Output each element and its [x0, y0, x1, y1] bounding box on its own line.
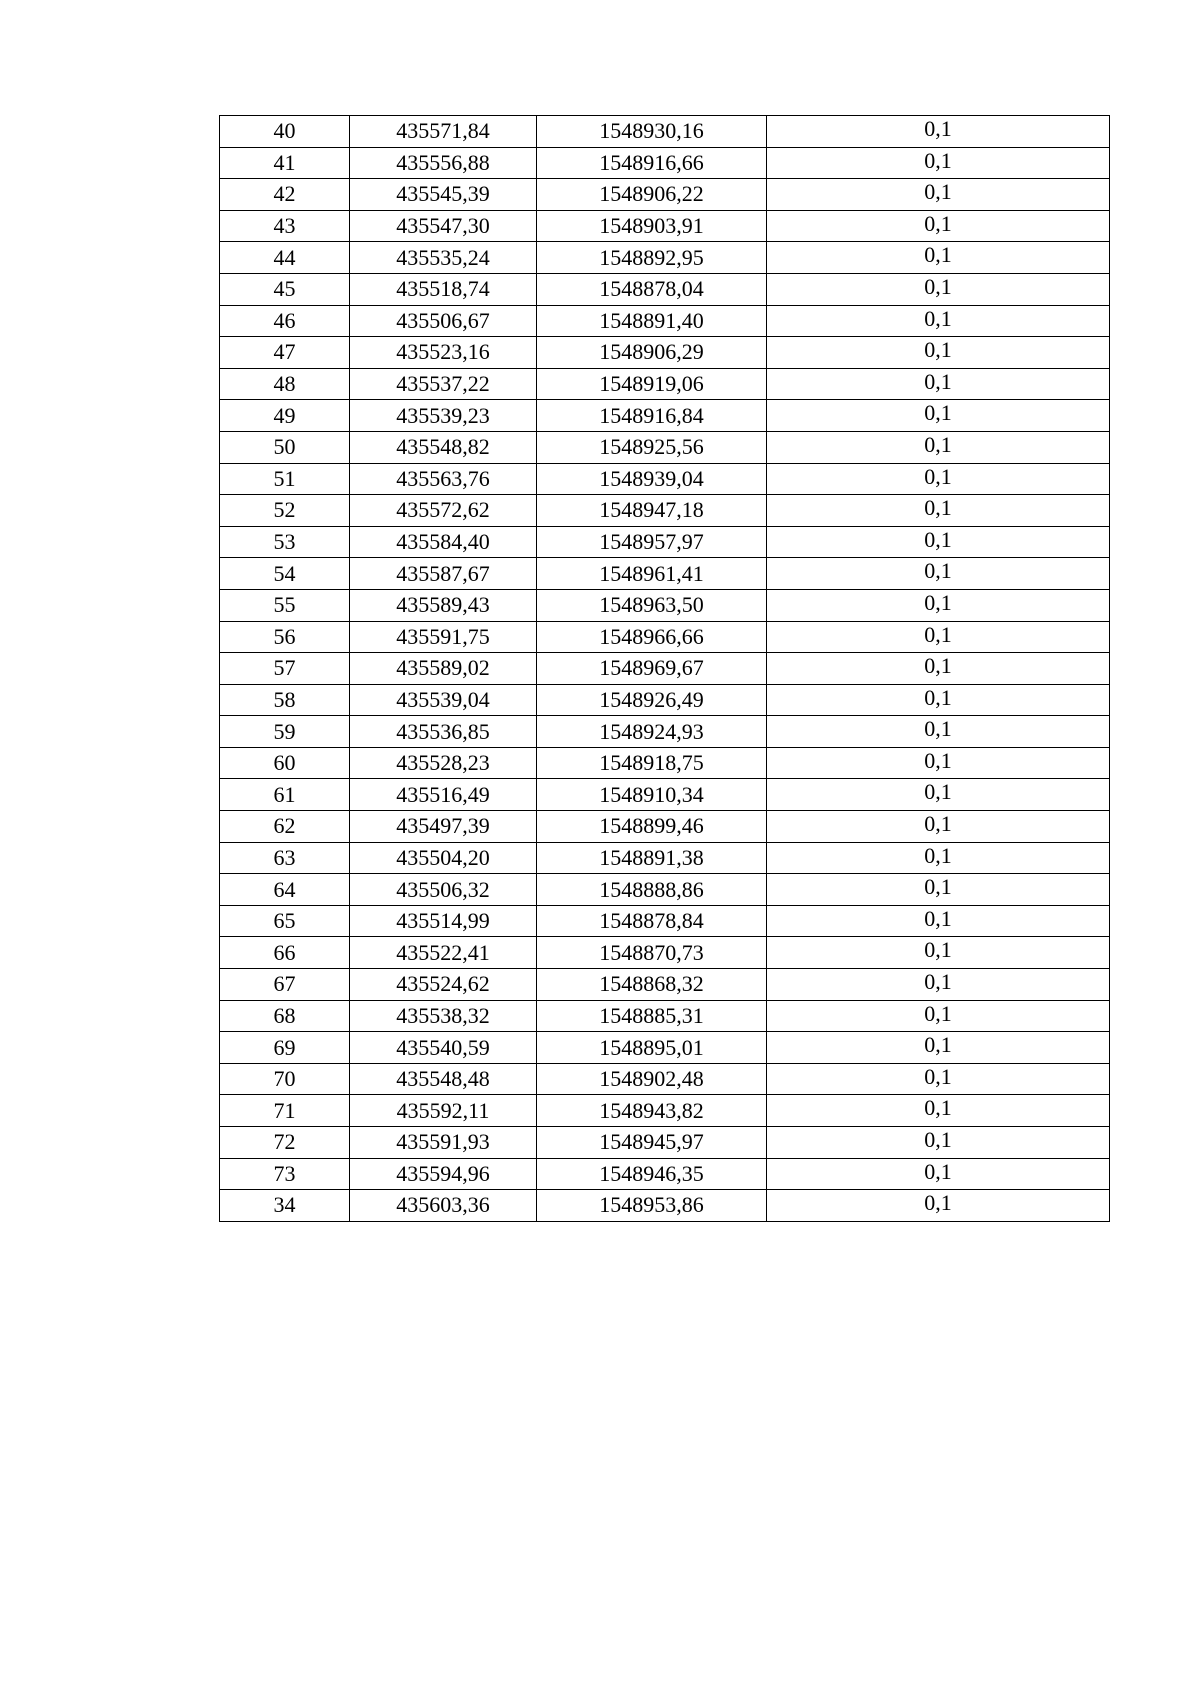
y-coordinate-cell: 1548891,38 [537, 842, 767, 874]
x-coordinate-cell: 435514,99 [350, 905, 537, 937]
point-number-cell: 64 [220, 874, 350, 906]
x-coordinate-cell: 435524,62 [350, 969, 537, 1001]
y-coordinate-cell: 1548902,48 [537, 1063, 767, 1095]
y-coordinate-cell: 1548906,29 [537, 337, 767, 369]
x-coordinate-cell: 435603,36 [350, 1190, 537, 1222]
x-coordinate-cell: 435523,16 [350, 337, 537, 369]
x-coordinate-cell: 435522,41 [350, 937, 537, 969]
tolerance-cell: 0,1 [767, 526, 1110, 558]
y-coordinate-cell: 1548930,16 [537, 116, 767, 148]
table-row [220, 1000, 1110, 1032]
table-row [220, 179, 1110, 211]
tolerance-cell: 0,1 [767, 589, 1110, 621]
point-number-cell: 42 [220, 179, 350, 211]
point-number-cell: 57 [220, 653, 350, 685]
x-coordinate-cell: 435537,22 [350, 368, 537, 400]
tolerance-cell: 0,1 [767, 1032, 1110, 1064]
table-row [220, 969, 1110, 1001]
table-row [220, 779, 1110, 811]
x-coordinate-cell: 435539,04 [350, 684, 537, 716]
y-coordinate-cell: 1548895,01 [537, 1032, 767, 1064]
tolerance-cell: 0,1 [767, 1063, 1110, 1095]
table-row [220, 747, 1110, 779]
point-number-cell: 48 [220, 368, 350, 400]
y-coordinate-cell: 1548957,97 [537, 526, 767, 558]
table-row [220, 463, 1110, 495]
x-coordinate-cell: 435548,48 [350, 1063, 537, 1095]
y-coordinate-cell: 1548947,18 [537, 495, 767, 527]
y-coordinate-cell: 1548870,73 [537, 937, 767, 969]
y-coordinate-cell: 1548919,06 [537, 368, 767, 400]
point-number-cell: 71 [220, 1095, 350, 1127]
table-row [220, 1032, 1110, 1064]
point-number-cell: 44 [220, 242, 350, 274]
y-coordinate-cell: 1548891,40 [537, 305, 767, 337]
tolerance-cell: 0,1 [767, 747, 1110, 779]
point-number-cell: 56 [220, 621, 350, 653]
x-coordinate-cell: 435591,75 [350, 621, 537, 653]
tolerance-cell: 0,1 [767, 179, 1110, 211]
point-number-cell: 72 [220, 1127, 350, 1159]
coordinates-table-body [220, 116, 1110, 1222]
table-row [220, 874, 1110, 906]
point-number-cell: 59 [220, 716, 350, 748]
table-row [220, 116, 1110, 148]
y-coordinate-cell: 1548916,84 [537, 400, 767, 432]
y-coordinate-cell: 1548868,32 [537, 969, 767, 1001]
point-number-cell: 52 [220, 495, 350, 527]
point-number-cell: 40 [220, 116, 350, 148]
x-coordinate-cell: 435556,88 [350, 147, 537, 179]
tolerance-cell: 0,1 [767, 242, 1110, 274]
x-coordinate-cell: 435528,23 [350, 747, 537, 779]
x-coordinate-cell: 435506,67 [350, 305, 537, 337]
point-number-cell: 47 [220, 337, 350, 369]
x-coordinate-cell: 435572,62 [350, 495, 537, 527]
tolerance-cell: 0,1 [767, 273, 1110, 305]
tolerance-cell: 0,1 [767, 1127, 1110, 1159]
table-row [220, 210, 1110, 242]
table-row [220, 1063, 1110, 1095]
y-coordinate-cell: 1548926,49 [537, 684, 767, 716]
tolerance-cell: 0,1 [767, 811, 1110, 843]
x-coordinate-cell: 435584,40 [350, 526, 537, 558]
y-coordinate-cell: 1548892,95 [537, 242, 767, 274]
table-row [220, 1095, 1110, 1127]
point-number-cell: 61 [220, 779, 350, 811]
tolerance-cell: 0,1 [767, 210, 1110, 242]
table-row [220, 558, 1110, 590]
y-coordinate-cell: 1548966,66 [537, 621, 767, 653]
x-coordinate-cell: 435563,76 [350, 463, 537, 495]
point-number-cell: 53 [220, 526, 350, 558]
x-coordinate-cell: 435589,43 [350, 589, 537, 621]
table-row [220, 621, 1110, 653]
table-row [220, 495, 1110, 527]
tolerance-cell: 0,1 [767, 305, 1110, 337]
point-number-cell: 62 [220, 811, 350, 843]
table-row [220, 526, 1110, 558]
y-coordinate-cell: 1548910,34 [537, 779, 767, 811]
table-row [220, 305, 1110, 337]
tolerance-cell: 0,1 [767, 431, 1110, 463]
point-number-cell: 69 [220, 1032, 350, 1064]
x-coordinate-cell: 435535,24 [350, 242, 537, 274]
tolerance-cell: 0,1 [767, 1190, 1110, 1222]
point-number-cell: 63 [220, 842, 350, 874]
point-number-cell: 41 [220, 147, 350, 179]
x-coordinate-cell: 435536,85 [350, 716, 537, 748]
tolerance-cell: 0,1 [767, 969, 1110, 1001]
tolerance-cell: 0,1 [767, 1095, 1110, 1127]
y-coordinate-cell: 1548916,66 [537, 147, 767, 179]
table-row [220, 273, 1110, 305]
x-coordinate-cell: 435497,39 [350, 811, 537, 843]
point-number-cell: 68 [220, 1000, 350, 1032]
table-row [220, 368, 1110, 400]
x-coordinate-cell: 435504,20 [350, 842, 537, 874]
y-coordinate-cell: 1548953,86 [537, 1190, 767, 1222]
table-row [220, 400, 1110, 432]
x-coordinate-cell: 435589,02 [350, 653, 537, 685]
y-coordinate-cell: 1548918,75 [537, 747, 767, 779]
x-coordinate-cell: 435548,82 [350, 431, 537, 463]
y-coordinate-cell: 1548906,22 [537, 179, 767, 211]
point-number-cell: 66 [220, 937, 350, 969]
tolerance-cell: 0,1 [767, 495, 1110, 527]
tolerance-cell: 0,1 [767, 147, 1110, 179]
x-coordinate-cell: 435506,32 [350, 874, 537, 906]
y-coordinate-cell: 1548903,91 [537, 210, 767, 242]
tolerance-cell: 0,1 [767, 1158, 1110, 1190]
table-row [220, 589, 1110, 621]
table-row [220, 716, 1110, 748]
point-number-cell: 45 [220, 273, 350, 305]
y-coordinate-cell: 1548943,82 [537, 1095, 767, 1127]
y-coordinate-cell: 1548939,04 [537, 463, 767, 495]
point-number-cell: 34 [220, 1190, 350, 1222]
table-row [220, 337, 1110, 369]
x-coordinate-cell: 435538,32 [350, 1000, 537, 1032]
point-number-cell: 55 [220, 589, 350, 621]
point-number-cell: 43 [220, 210, 350, 242]
y-coordinate-cell: 1548878,04 [537, 273, 767, 305]
table-row [220, 684, 1110, 716]
y-coordinate-cell: 1548963,50 [537, 589, 767, 621]
tolerance-cell: 0,1 [767, 337, 1110, 369]
table-row [220, 1190, 1110, 1222]
table-row [220, 431, 1110, 463]
tolerance-cell: 0,1 [767, 368, 1110, 400]
table-row [220, 147, 1110, 179]
y-coordinate-cell: 1548946,35 [537, 1158, 767, 1190]
tolerance-cell: 0,1 [767, 905, 1110, 937]
table-row [220, 1127, 1110, 1159]
y-coordinate-cell: 1548888,86 [537, 874, 767, 906]
y-coordinate-cell: 1548961,41 [537, 558, 767, 590]
tolerance-cell: 0,1 [767, 684, 1110, 716]
y-coordinate-cell: 1548899,46 [537, 811, 767, 843]
tolerance-cell: 0,1 [767, 779, 1110, 811]
x-coordinate-cell: 435592,11 [350, 1095, 537, 1127]
table-row [220, 242, 1110, 274]
tolerance-cell: 0,1 [767, 1000, 1110, 1032]
point-number-cell: 60 [220, 747, 350, 779]
y-coordinate-cell: 1548924,93 [537, 716, 767, 748]
tolerance-cell: 0,1 [767, 842, 1110, 874]
tolerance-cell: 0,1 [767, 116, 1110, 148]
x-coordinate-cell: 435587,67 [350, 558, 537, 590]
tolerance-cell: 0,1 [767, 463, 1110, 495]
point-number-cell: 46 [220, 305, 350, 337]
point-number-cell: 58 [220, 684, 350, 716]
tolerance-cell: 0,1 [767, 874, 1110, 906]
y-coordinate-cell: 1548969,67 [537, 653, 767, 685]
point-number-cell: 51 [220, 463, 350, 495]
tolerance-cell: 0,1 [767, 400, 1110, 432]
y-coordinate-cell: 1548925,56 [537, 431, 767, 463]
x-coordinate-cell: 435539,23 [350, 400, 537, 432]
point-number-cell: 54 [220, 558, 350, 590]
y-coordinate-cell: 1548945,97 [537, 1127, 767, 1159]
table-row [220, 905, 1110, 937]
coordinates-table [219, 115, 1110, 1222]
table-row [220, 937, 1110, 969]
table-row [220, 811, 1110, 843]
tolerance-cell: 0,1 [767, 621, 1110, 653]
table-row [220, 653, 1110, 685]
tolerance-cell: 0,1 [767, 558, 1110, 590]
point-number-cell: 50 [220, 431, 350, 463]
point-number-cell: 49 [220, 400, 350, 432]
x-coordinate-cell: 435594,96 [350, 1158, 537, 1190]
x-coordinate-cell: 435540,59 [350, 1032, 537, 1064]
x-coordinate-cell: 435591,93 [350, 1127, 537, 1159]
point-number-cell: 67 [220, 969, 350, 1001]
table-row [220, 842, 1110, 874]
x-coordinate-cell: 435545,39 [350, 179, 537, 211]
x-coordinate-cell: 435571,84 [350, 116, 537, 148]
x-coordinate-cell: 435518,74 [350, 273, 537, 305]
point-number-cell: 73 [220, 1158, 350, 1190]
tolerance-cell: 0,1 [767, 937, 1110, 969]
point-number-cell: 65 [220, 905, 350, 937]
y-coordinate-cell: 1548885,31 [537, 1000, 767, 1032]
x-coordinate-cell: 435516,49 [350, 779, 537, 811]
y-coordinate-cell: 1548878,84 [537, 905, 767, 937]
table-row [220, 1158, 1110, 1190]
tolerance-cell: 0,1 [767, 716, 1110, 748]
point-number-cell: 70 [220, 1063, 350, 1095]
tolerance-cell: 0,1 [767, 653, 1110, 685]
x-coordinate-cell: 435547,30 [350, 210, 537, 242]
